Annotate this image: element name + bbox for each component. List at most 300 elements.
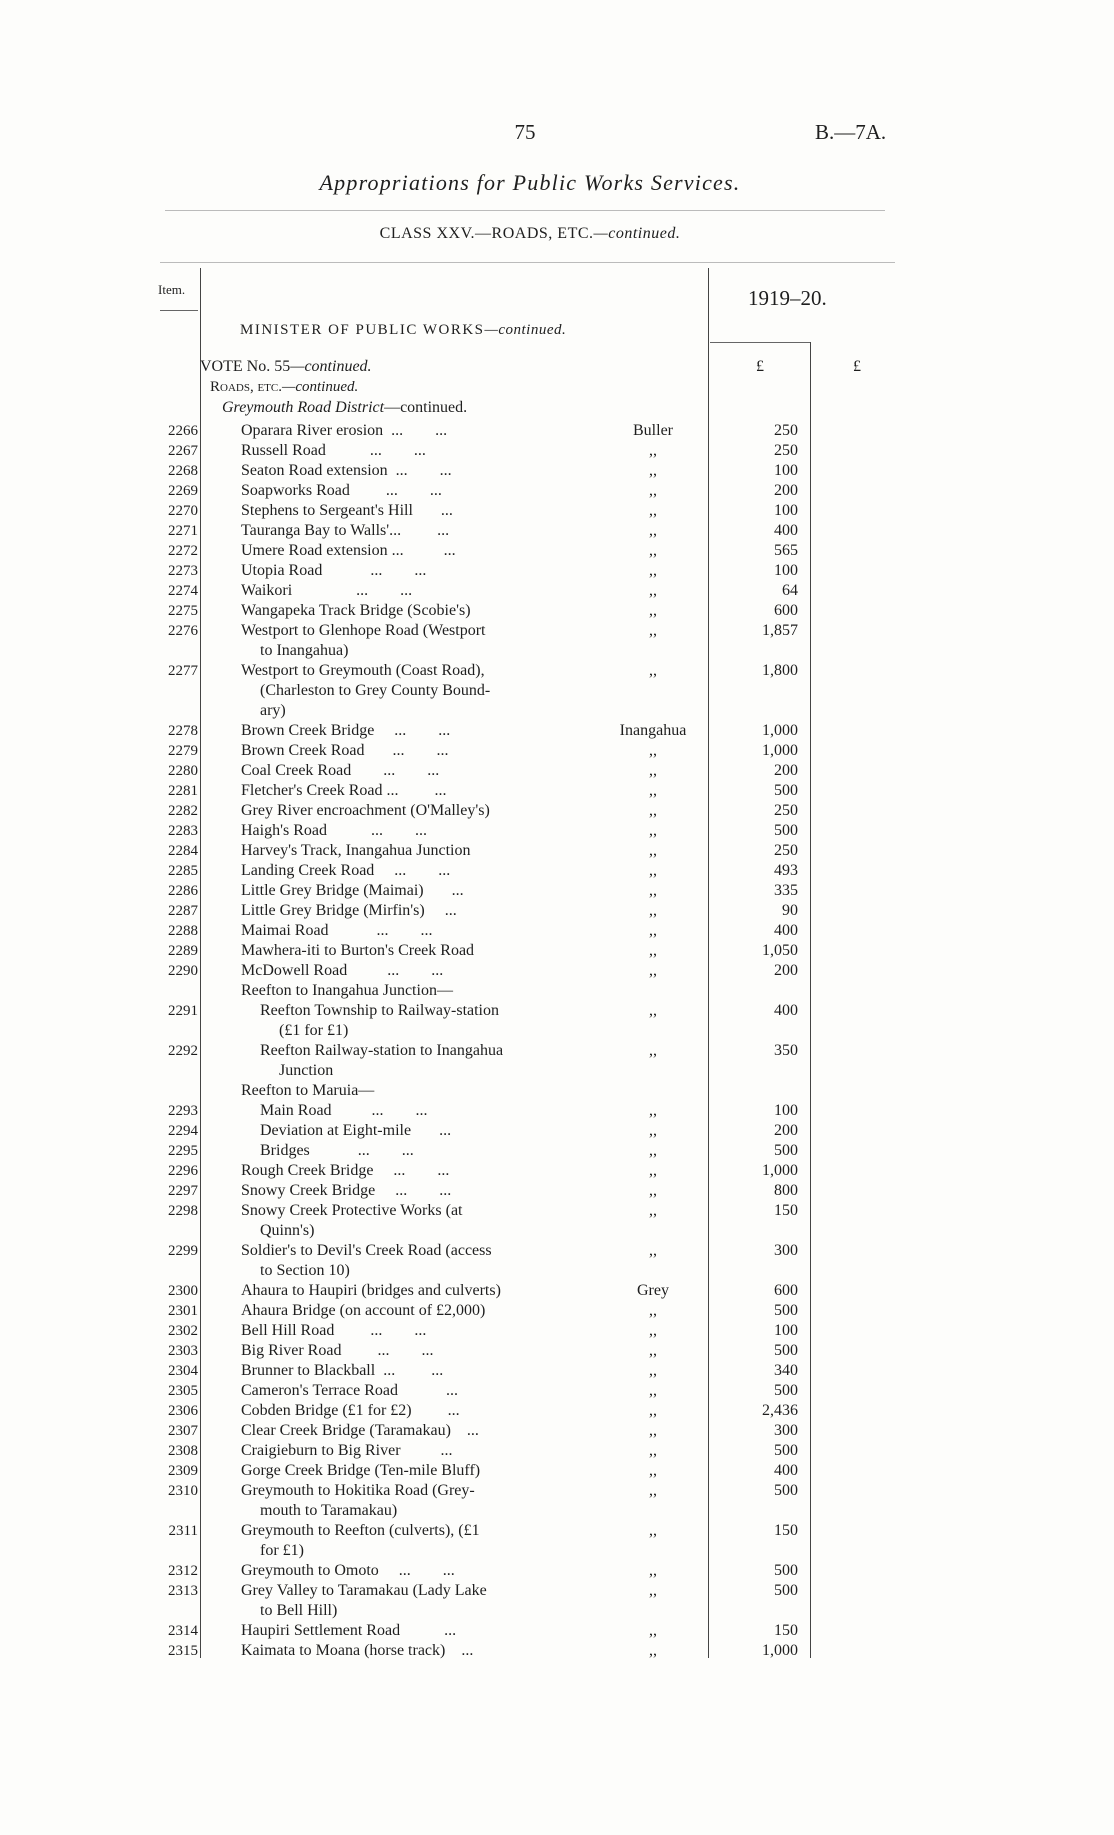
- table-row: [0, 961, 1114, 981]
- item-number: 2272: [168, 543, 198, 559]
- item-description: Reefton Township to Railway-station: [260, 1002, 499, 1019]
- item-description: Haupiri Settlement Road ...: [241, 1622, 457, 1639]
- item-description: Craigieburn to Big River ...: [241, 1442, 453, 1459]
- amount: 400: [774, 1002, 798, 1019]
- electoral-district: ,,: [649, 562, 657, 579]
- item-number: 2290: [168, 963, 198, 979]
- electoral-district: ,,: [649, 442, 657, 459]
- electoral-district: Inangahua: [619, 722, 687, 739]
- class-heading-text: CLASS XXV.—ROADS, ETC.: [379, 225, 594, 242]
- electoral-district: ,,: [649, 1402, 657, 1419]
- electoral-district: ,,: [649, 1382, 657, 1399]
- item-description: Stephens to Sergeant's Hill ...: [241, 502, 453, 519]
- amount: 200: [774, 1122, 798, 1139]
- item-number: 2286: [168, 883, 198, 899]
- vote-heading-continued: —continued.: [290, 358, 372, 375]
- amount: 400: [774, 922, 798, 939]
- table-row-continuation: [0, 641, 1114, 661]
- roads-heading-text: Roads, etc.: [210, 379, 282, 395]
- table-row: [0, 541, 1114, 561]
- class-heading-continued: —continued.: [593, 225, 681, 242]
- table-row-continuation: [0, 1261, 1114, 1281]
- item-description: Ahaura Bridge (on account of £2,000): [241, 1302, 486, 1319]
- item-number: 2282: [168, 803, 198, 819]
- minister-heading-continued: —continued.: [484, 322, 567, 338]
- electoral-district: ,,: [649, 1122, 657, 1139]
- item-description: Cameron's Terrace Road ...: [241, 1382, 458, 1399]
- item-description: Gorge Creek Bridge (Ten-mile Bluff): [241, 1462, 481, 1479]
- amount: 400: [774, 522, 798, 539]
- table-row: [0, 1081, 1114, 1101]
- item-description: Umere Road extension ... ...: [241, 542, 456, 559]
- table-row: [0, 921, 1114, 941]
- electoral-district: Grey: [637, 1282, 669, 1299]
- electoral-district: ,,: [649, 1202, 657, 1219]
- item-number: 2310: [168, 1483, 198, 1499]
- amount: 1,050: [762, 942, 798, 959]
- table-row: [0, 981, 1114, 1001]
- amount: 100: [774, 502, 798, 519]
- item-number: 2270: [168, 503, 198, 519]
- table-row: [0, 1381, 1114, 1401]
- electoral-district: ,,: [649, 742, 657, 759]
- table-top-rule: [160, 262, 895, 263]
- item-number: 2304: [168, 1363, 198, 1379]
- table-row-continuation: [0, 681, 1114, 701]
- electoral-district: ,,: [649, 902, 657, 919]
- amount: 500: [774, 1382, 798, 1399]
- table-row: [0, 1161, 1114, 1181]
- table-row-continuation: [0, 1601, 1114, 1621]
- item-description: Bell Hill Road ... ...: [241, 1322, 427, 1339]
- item-header-rule: [160, 310, 198, 311]
- item-description: Soldier's to Devil's Creek Road (access: [241, 1242, 492, 1259]
- amount: 64: [782, 582, 798, 599]
- roads-heading: [210, 379, 358, 396]
- item-number: 2300: [168, 1283, 198, 1299]
- table-row: [0, 901, 1114, 921]
- amount: 1,857: [762, 622, 798, 639]
- page-title: Appropriations for Public Works Services.: [319, 170, 741, 195]
- item-number: 2269: [168, 483, 198, 499]
- amount: 600: [774, 602, 798, 619]
- electoral-district: ,,: [649, 1582, 657, 1599]
- electoral-district: ,,: [649, 622, 657, 639]
- table-row: [0, 601, 1114, 621]
- table-row: [0, 561, 1114, 581]
- item-number: 2275: [168, 603, 198, 619]
- item-number: 2303: [168, 1343, 198, 1359]
- amount: 565: [774, 542, 798, 559]
- electoral-district: ,,: [649, 1522, 657, 1539]
- amount: 500: [774, 1482, 798, 1499]
- year-header-rule: [710, 342, 810, 343]
- item-number: 2302: [168, 1323, 198, 1339]
- amount: 1,000: [762, 742, 798, 759]
- item-description: Seaton Road extension ... ...: [241, 462, 452, 479]
- item-description: Brown Creek Bridge ... ...: [241, 722, 451, 739]
- item-description: Fletcher's Creek Road ... ...: [241, 782, 447, 799]
- item-description: Maimai Road ... ...: [241, 922, 433, 939]
- electoral-district: ,,: [649, 1562, 657, 1579]
- item-description: Grey Valley to Taramakau (Lady Lake: [241, 1582, 487, 1599]
- item-number: 2285: [168, 863, 198, 879]
- item-number: 2301: [168, 1303, 198, 1319]
- item-description: Oparara River erosion ... ...: [241, 422, 448, 439]
- amount: 493: [774, 862, 798, 879]
- item-number: 2305: [168, 1383, 198, 1399]
- item-number: 2267: [168, 443, 198, 459]
- table-row-continuation: [0, 1501, 1114, 1521]
- item-number: 2266: [168, 423, 198, 439]
- item-description: Landing Creek Road ... ...: [241, 862, 451, 879]
- table-row: [0, 781, 1114, 801]
- electoral-district: ,,: [649, 1162, 657, 1179]
- table-row: [0, 1281, 1114, 1301]
- item-number: 2271: [168, 523, 198, 539]
- item-description: Snowy Creek Bridge ... ...: [241, 1182, 452, 1199]
- table-row: [0, 1121, 1114, 1141]
- table-row: [0, 1621, 1114, 1641]
- amount: 500: [774, 1582, 798, 1599]
- amount: 100: [774, 1102, 798, 1119]
- item-number: 2313: [168, 1583, 198, 1599]
- electoral-district: ,,: [649, 882, 657, 899]
- item-number: 2308: [168, 1443, 198, 1459]
- item-description: Greymouth to Omoto ... ...: [241, 1562, 455, 1579]
- table-row: [0, 1341, 1114, 1361]
- table-row: [0, 1241, 1114, 1261]
- amount: 150: [774, 1202, 798, 1219]
- amount: 300: [774, 1422, 798, 1439]
- table-row: [0, 1461, 1114, 1481]
- item-number: 2306: [168, 1403, 198, 1419]
- item-number: 2297: [168, 1183, 198, 1199]
- item-description: Waikori ... ...: [241, 582, 413, 599]
- document-reference: B.—7A.: [815, 120, 887, 144]
- item-number: 2309: [168, 1463, 198, 1479]
- item-number: 2294: [168, 1123, 198, 1139]
- item-description: Little Grey Bridge (Mirfin's) ...: [241, 902, 457, 919]
- item-number: 2281: [168, 783, 198, 799]
- item-description: Bridges ... ...: [260, 1142, 414, 1159]
- item-description: Tauranga Bay to Walls'... ...: [241, 522, 450, 539]
- amount: 200: [774, 762, 798, 779]
- vote-heading: [200, 358, 372, 376]
- electoral-district: Buller: [633, 422, 673, 439]
- item-description: Reefton to Maruia—: [241, 1082, 375, 1099]
- electoral-district: ,,: [649, 1182, 657, 1199]
- table-row-continuation: [0, 1221, 1114, 1241]
- item-number: 2298: [168, 1203, 198, 1219]
- item-description: Mawhera-iti to Burton's Creek Road: [241, 942, 475, 959]
- electoral-district: ,,: [649, 482, 657, 499]
- table-row: [0, 581, 1114, 601]
- item-description: Utopia Road ... ...: [241, 562, 427, 579]
- electoral-district: ,,: [649, 962, 657, 979]
- item-description: Junction: [279, 1062, 334, 1079]
- item-description: Big River Road ... ...: [241, 1342, 434, 1359]
- amount: 250: [774, 842, 798, 859]
- item-number: 2293: [168, 1103, 198, 1119]
- item-description: Main Road ... ...: [260, 1102, 428, 1119]
- amount: 1,000: [762, 722, 798, 739]
- amount: 200: [774, 962, 798, 979]
- title-rule: [165, 210, 885, 211]
- item-number: 2278: [168, 723, 198, 739]
- page-number: 75: [514, 120, 536, 144]
- item-description: Snowy Creek Protective Works (at: [241, 1202, 463, 1219]
- table-row: [0, 821, 1114, 841]
- item-description: Wangapeka Track Bridge (Scobie's): [241, 602, 471, 619]
- table-row: [0, 1041, 1114, 1061]
- item-description: Little Grey Bridge (Maimai) ...: [241, 882, 464, 899]
- electoral-district: ,,: [649, 922, 657, 939]
- table-row: [0, 441, 1114, 461]
- item-description: to Bell Hill): [260, 1602, 338, 1619]
- table-row: [0, 861, 1114, 881]
- electoral-district: ,,: [649, 1342, 657, 1359]
- table-row: [0, 801, 1114, 821]
- item-description: Deviation at Eight-mile ...: [260, 1122, 452, 1139]
- electoral-district: ,,: [649, 762, 657, 779]
- table-row: [0, 1401, 1114, 1421]
- item-number: 2307: [168, 1423, 198, 1439]
- table-row: [0, 521, 1114, 541]
- item-description: Haigh's Road ... ...: [241, 822, 427, 839]
- electoral-district: ,,: [649, 1642, 657, 1659]
- table-row: [0, 721, 1114, 741]
- item-number: 2283: [168, 823, 198, 839]
- electoral-district: ,,: [649, 1102, 657, 1119]
- amount: 1,000: [762, 1162, 798, 1179]
- table-row-continuation: [0, 701, 1114, 721]
- electoral-district: ,,: [649, 542, 657, 559]
- table-row: [0, 1421, 1114, 1441]
- amount: 500: [774, 782, 798, 799]
- electoral-district: ,,: [649, 1242, 657, 1259]
- item-description: Reefton to Inangahua Junction—: [241, 982, 453, 999]
- table-row: [0, 1301, 1114, 1321]
- amount: 600: [774, 1282, 798, 1299]
- item-description: Quinn's): [260, 1222, 315, 1239]
- table-row: [0, 621, 1114, 641]
- minister-heading: [240, 322, 566, 339]
- item-number: 2315: [168, 1643, 198, 1659]
- electoral-district: ,,: [649, 942, 657, 959]
- table-row: [0, 941, 1114, 961]
- item-number: 2292: [168, 1043, 198, 1059]
- item-number: 2280: [168, 763, 198, 779]
- table-row: [0, 1641, 1114, 1661]
- electoral-district: ,,: [649, 462, 657, 479]
- item-number: 2295: [168, 1143, 198, 1159]
- electoral-district: ,,: [649, 582, 657, 599]
- table-row: [0, 1441, 1114, 1461]
- table-row: [0, 1201, 1114, 1221]
- item-description: Rough Creek Bridge ... ...: [241, 1162, 450, 1179]
- item-number: 2284: [168, 843, 198, 859]
- item-description: for £1): [260, 1542, 304, 1559]
- item-description: Brown Creek Road ... ...: [241, 742, 449, 759]
- item-number: 2274: [168, 583, 198, 599]
- item-number: 2291: [168, 1003, 198, 1019]
- item-number: 2287: [168, 903, 198, 919]
- electoral-district: ,,: [649, 802, 657, 819]
- electoral-district: ,,: [649, 842, 657, 859]
- electoral-district: ,,: [649, 1622, 657, 1639]
- class-heading: [0, 225, 1060, 243]
- table-row-continuation: [0, 1541, 1114, 1561]
- amount: 250: [774, 422, 798, 439]
- amount: 500: [774, 1562, 798, 1579]
- table-row: [0, 1481, 1114, 1501]
- item-description: Clear Creek Bridge (Taramakau) ...: [241, 1422, 479, 1439]
- table-row: [0, 421, 1114, 441]
- item-description: Westport to Glenhope Road (Westport: [241, 622, 486, 639]
- amount: 500: [774, 1342, 798, 1359]
- table-row-continuation: [0, 1061, 1114, 1081]
- item-description: Coal Creek Road ... ...: [241, 762, 440, 779]
- table-row: [0, 1181, 1114, 1201]
- item-column-header: Item.: [158, 282, 186, 297]
- amount: 335: [774, 882, 798, 899]
- table-row: [0, 501, 1114, 521]
- amount: 500: [774, 822, 798, 839]
- amount: 350: [774, 1042, 798, 1059]
- district-heading-continued: —continued.: [384, 399, 468, 416]
- amount: 340: [774, 1362, 798, 1379]
- item-number: 2288: [168, 923, 198, 939]
- amount: 200: [774, 482, 798, 499]
- item-number: 2268: [168, 463, 198, 479]
- amount: 150: [774, 1522, 798, 1539]
- amount: 500: [774, 1442, 798, 1459]
- district-heading-text: Greymouth Road District: [222, 399, 385, 416]
- item-description: to Section 10): [260, 1262, 350, 1279]
- item-description: McDowell Road ... ...: [241, 962, 444, 979]
- minister-heading-text: MINISTER OF PUBLIC WORKS: [240, 322, 485, 338]
- item-number: 2299: [168, 1243, 198, 1259]
- item-number: 2276: [168, 623, 198, 639]
- table-row: [0, 1581, 1114, 1601]
- electoral-district: ,,: [649, 1442, 657, 1459]
- table-row: [0, 1001, 1114, 1021]
- table-row: [0, 881, 1114, 901]
- item-description: Cobden Bridge (£1 for £2) ...: [241, 1402, 460, 1419]
- amount: 100: [774, 462, 798, 479]
- item-description: Russell Road ... ...: [241, 442, 426, 459]
- amount: 100: [774, 562, 798, 579]
- amount: 250: [774, 802, 798, 819]
- electoral-district: ,,: [649, 502, 657, 519]
- vote-heading-text: VOTE No. 55: [200, 358, 291, 375]
- electoral-district: ,,: [649, 1482, 657, 1499]
- item-description: mouth to Taramakau): [260, 1502, 398, 1519]
- table-row: [0, 1361, 1114, 1381]
- table-row-continuation: [0, 1021, 1114, 1041]
- item-description: Soapworks Road ... ...: [241, 482, 442, 499]
- currency-label-1: £: [756, 358, 764, 375]
- electoral-district: ,,: [649, 1002, 657, 1019]
- electoral-district: ,,: [649, 1302, 657, 1319]
- item-number: 2296: [168, 1163, 198, 1179]
- table-row: [0, 741, 1114, 761]
- electoral-district: ,,: [649, 1322, 657, 1339]
- item-description: Reefton Railway-station to Inangahua: [260, 1042, 504, 1059]
- electoral-district: ,,: [649, 522, 657, 539]
- electoral-district: ,,: [649, 1462, 657, 1479]
- currency-label-2: £: [853, 358, 861, 375]
- table-row: [0, 1321, 1114, 1341]
- table-row: [0, 481, 1114, 501]
- item-description: Ahaura to Haupiri (bridges and culverts): [241, 1282, 501, 1299]
- table-row: [0, 1141, 1114, 1161]
- amount: 150: [774, 1622, 798, 1639]
- amount: 1,800: [762, 662, 798, 679]
- district-heading: [222, 399, 467, 417]
- item-description: Greymouth to Reefton (culverts), (£1: [241, 1522, 480, 1539]
- amount: 100: [774, 1322, 798, 1339]
- table-row: [0, 761, 1114, 781]
- electoral-district: ,,: [649, 1142, 657, 1159]
- electoral-district: ,,: [649, 1362, 657, 1379]
- item-description: ary): [260, 702, 286, 719]
- item-number: 2277: [168, 663, 198, 679]
- electoral-district: ,,: [649, 1042, 657, 1059]
- item-description: Westport to Greymouth (Coast Road),: [241, 662, 485, 679]
- roads-heading-continued: —continued.: [281, 379, 359, 395]
- item-number: 2312: [168, 1563, 198, 1579]
- table-row: [0, 1561, 1114, 1581]
- table-row: [0, 461, 1114, 481]
- electoral-district: ,,: [649, 662, 657, 679]
- item-description: Harvey's Track, Inangahua Junction: [241, 842, 471, 859]
- table-row: [0, 1101, 1114, 1121]
- electoral-district: ,,: [649, 782, 657, 799]
- electoral-district: ,,: [649, 1422, 657, 1439]
- item-description: Greymouth to Hokitika Road (Grey-: [241, 1482, 475, 1499]
- table-row: [0, 661, 1114, 681]
- amount: 400: [774, 1462, 798, 1479]
- item-number: 2279: [168, 743, 198, 759]
- item-number: 2314: [168, 1623, 198, 1639]
- item-number: 2273: [168, 563, 198, 579]
- item-description: Brunner to Blackball ... ...: [241, 1362, 444, 1379]
- electoral-district: ,,: [649, 602, 657, 619]
- amount: 90: [782, 902, 798, 919]
- amount: 2,436: [762, 1402, 798, 1419]
- amount: 1,000: [762, 1642, 798, 1659]
- item-description: to Inangahua): [260, 642, 349, 659]
- item-number: 2311: [168, 1523, 198, 1539]
- electoral-district: ,,: [649, 822, 657, 839]
- item-description: Kaimata to Moana (horse track) ...: [241, 1642, 474, 1659]
- year-column-header: 1919–20.: [748, 286, 827, 310]
- table-row: [0, 1521, 1114, 1541]
- item-description: (£1 for £1): [279, 1022, 349, 1039]
- item-number: 2289: [168, 943, 198, 959]
- amount: 800: [774, 1182, 798, 1199]
- item-description: (Charleston to Grey County Bound-: [260, 682, 491, 699]
- amount: 500: [774, 1142, 798, 1159]
- electoral-district: ,,: [649, 862, 657, 879]
- amount: 250: [774, 442, 798, 459]
- item-description: Grey River encroachment (O'Malley's): [241, 802, 490, 819]
- amount: 500: [774, 1302, 798, 1319]
- table-row: [0, 841, 1114, 861]
- amount: 300: [774, 1242, 798, 1259]
